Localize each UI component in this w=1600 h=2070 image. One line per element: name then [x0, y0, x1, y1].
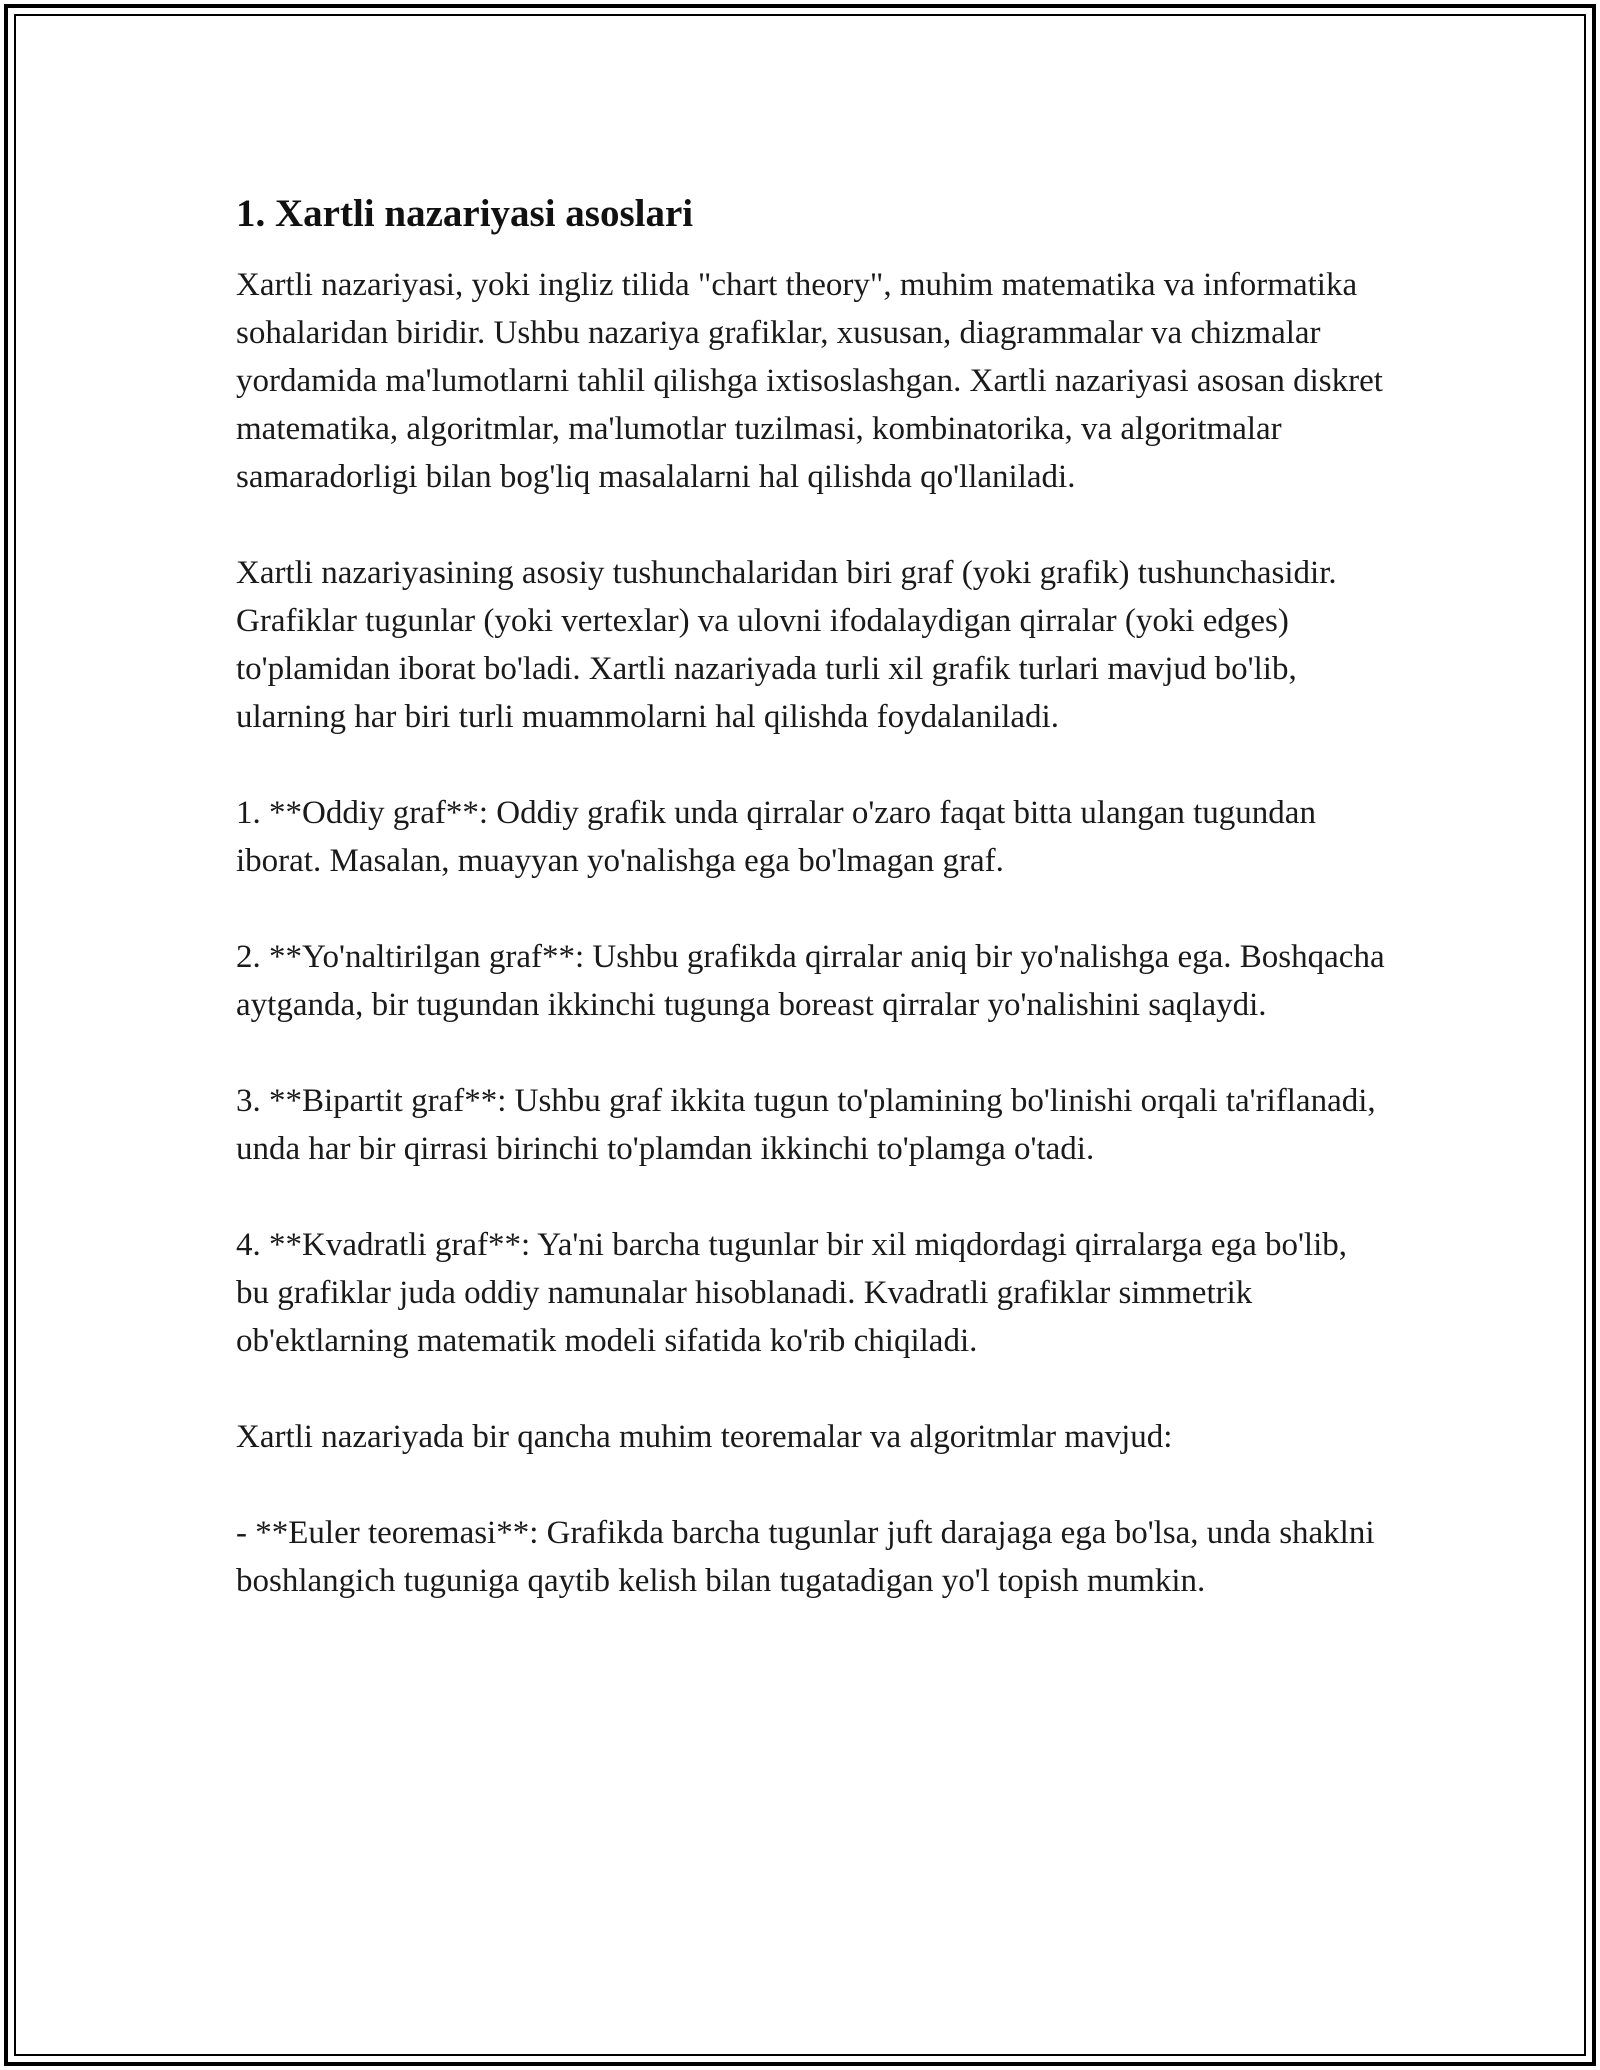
- document-body: [236, 190, 1386, 1605]
- list-item-bipartite-graph: 3. **Bipartit graf**: Ushbu graf ikkita tugun to'plamining bo'linishi orqali ta'riflanadi, unda har bir qirrasi birinchi to'plamdan ikkinchi to'plamga o'tadi.: [236, 1083, 1376, 1167]
- euler-theorem-item: - **Euler teoremasi**: Grafikda barcha tugunlar juft darajaga ega bo'lsa, unda shaklni boshlangich tuguniga qaytib kelish bilan tugatadigan yo'l topish mumkin.: [236, 1515, 1375, 1599]
- list-item-simple-graph: 1. **Oddiy graf**: Oddiy grafik unda qirralar o'zaro faqat bitta ulangan tugundan iborat. Masalan, muayyan yo'nalishga ega bo'lmagan graf.: [236, 795, 1316, 879]
- list-item-regular-graph: 4. **Kvadratli graf**: Ya'ni barcha tugunlar bir xil miqdordagi qirralarga ega bo'lib, bu grafiklar juda oddiy namunalar hisoblanadi. Kvadratli grafiklar simmetrik ob'ektlarning matematik modeli sifatida ko'rib chiqiladi.: [236, 1227, 1347, 1359]
- theorems-intro-paragraph: Xartli nazariyada bir qancha muhim teoremalar va algoritmlar mavjud:: [236, 1419, 1173, 1455]
- list-item-directed-graph: 2. **Yo'naltirilgan graf**: Ushbu grafikda qirralar aniq bir yo'nalishga ega. Boshqacha aytganda, bir tugundan ikkinchi tugunga boreast qirralar yo'nalishini saqlaydi.: [236, 939, 1385, 1023]
- document-title: 1. Xartli nazariyasi asoslari: [236, 192, 694, 235]
- intro-paragraph: Xartli nazariyasi, yoki ingliz tilida "chart theory", muhim matematika va informatika sohalaridan biridir. Ushbu nazariya grafiklar, xususan, diagrammalar va chizmalar yordamida ma'lumotlarni tahlil qilishga ixtisoslashgan. Xartli nazariyasi asosan diskret matematika, algoritmlar, ma'lumotlar tuzilmasi, kombinatorika, va algoritmalar samaradorligi bilan bog'liq masalalarni hal qilishda qo'llaniladi.: [236, 267, 1383, 495]
- graph-concept-paragraph: Xartli nazariyasining asosiy tushunchalaridan biri graf (yoki grafik) tushunchasidir. Grafiklar tugunlar (yoki vertexlar) va ulovni ifodalaydigan qirralar (yoki edges) to'plamidan iborat bo'ladi. Xartli nazariyada turli xil grafik turlari mavjud bo'lib, ularning har biri turli muammolarni hal qilishda foydalaniladi.: [236, 555, 1337, 735]
